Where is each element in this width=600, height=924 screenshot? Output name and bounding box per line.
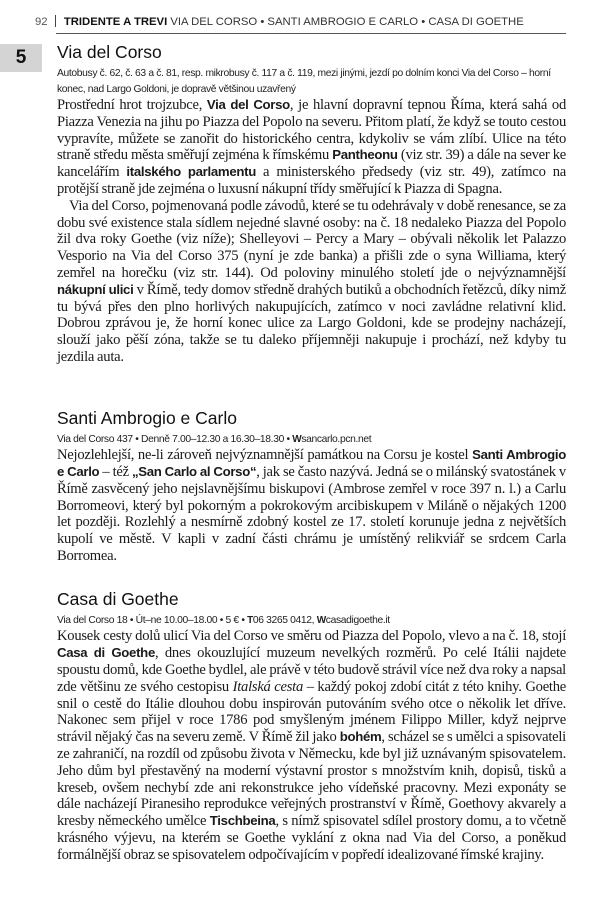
section-body-santi-ambrogio <box>57 447 566 565</box>
paragraph: Prostřední hrot trojzubce, Via del Corso, je hlavní dopravní tepnou Říma, která sahá od Piazza Venezia na jihu po Piazza del Popolo na severu. Přitom platí, že když se touto cestou vypravíte, můžete se zanořit do historického centra, kdykoliv se vám zlíbí. Ulice na této straně středu města směřují zejména k římskému Pantheonu (viz str. 39) a dále na sever ke kancelářím italského parlamentu a ministerského předsedy (viz str. 49), zatímco na protější straně jde zejména o luxusní nákupní třídy směřující k Piazza di Spagna. <box>57 97 566 197</box>
section-title-casa-di-goethe: Casa di Goethe <box>57 588 179 609</box>
header-divider <box>55 15 56 27</box>
phone-icon: T <box>247 614 253 626</box>
paragraph: Nejozlehlejší, ne-li zároveň nejvýznamnější památkou na Corsu je kostel Santi Ambrogio e Carlo – též „San Carlo al Corso“, jak se často nazývá. Jedná se o milánský svatostánek v Římě zasvěcený jeho nejslavnějšímu biskupovi (Ambrose zemřel v roce 397 n. l.) a Carlu Borromeovi, který byl pokorným a pokrokovým arcibiskupem v Miláně o nějakých 1200 let později. Rozlehlý a nesmírně zdobný kostel ze 17. století korunuje jedna z největších kupolí ve městě. V kapli v zadní části chrámu je umístěný relikviář se srdcem Carla Borromea. <box>57 447 567 565</box>
highlight-term: Via del Corso <box>206 97 290 112</box>
highlight-term: Santi Ambrogio e Carlo <box>57 447 567 480</box>
section-title-via-del-corso: Via del Corso <box>57 42 162 62</box>
paragraph: Kousek cesty dolů ulicí Via del Corso ve směru od Piazza del Popolo, vlevo a na č. 18, stojí Casa di Goethe, dnes okouzlující muzeum nevelkých rozměrů. Po celé Itálii najdete spoustu domů, kde Goethe bydlel, ale právě v této budově strávil více než dva roky a napsal zde většinu ze svého cestopisu Italská cesta – každý pokoj zdobí citát z této knihy. Goethe snil o cestě do Itálie dlouhou dobu inspirován putováním svého otce o několik let dříve. Nakonec sem přijel v roce 1786 pod smyšleným jménem Filippo Miller, když nejprve strávil nějaký čas na severu země. V Římě žil jako bohém, scházel se s umělci a spisovateli ze zahraničí, na rozdíl od způsobu života v Německu, kde byl již uznávaným spisovatelem. Jeho dům byl přestavěný na moderní výstavní prostor s množstvím knih, dopisů, tisků a kreseb, ovšem nechybí zde ani rekonstrukce jeho vídeňské pracovny. Mezi exponáty se dále nacházejí Piranesiho reprodukce veřejných prostranství v Římě, Goethovy akvarely a kresby německého umělce Tischbeina, s nímž spisovatel sdílel prostory domu, a to včetně krásného výjevu, na kterém se Goethe vyklání z okna nad Via del Corso, a poněkud formálnější obraz se spisovatelem odpočívajícím v popředí idealizované římské krajiny. <box>57 628 566 863</box>
page-number: 92 <box>35 16 48 28</box>
highlight-term: „San Carlo al Corso“ <box>131 464 257 480</box>
highlight-term: italského parlamentu <box>126 164 256 180</box>
section-info-santi-ambrogio: Via del Corso 437 • Denně 7.00–12.30 a 16.30–18.30 • Wsancarlo.pcn.net <box>57 433 372 445</box>
section-info-via-del-corso: Autobusy č. 62, č. 63 a č. 81, resp. mikrobusy č. 117 a č. 119, mezi jinými, jezdí po dolním konci Via del Corso – horní konec, nad Largo Goldoni, je dopravě většinou uzavřený <box>57 68 551 95</box>
website-link[interactable]: casadigoethe.it <box>325 614 390 626</box>
chapter-tab: 5 <box>0 44 42 72</box>
phone-number: 06 3265 0412 <box>252 614 312 626</box>
highlight-term: Pantheonu <box>332 147 398 163</box>
paragraph: Via del Corso, pojmenovaná podle závodů, které se tu odehrávaly v době renesance, se za dobu své existence stala sídlem nejedné slavné osoby: na č. 18 nedaleko Piazza del Popolo žil dva roky Goethe (viz níže); Shelleyovi – Percy a Mary – obývali několik let Palazzo Vesporio na Via del Corso 375 (nyní je zde banka) a přišli zde o syna Williama, který zemřel na horečku (viz str. 144). Od poloviny minulého století jde o nejvýznamnější nákupní ulici v Římě, tedy domov středně drahých butiků a obchodních řetězců, díky nimž tu bývá přes den plno horlivých nakupujících, zatímco v noci zavládne relativní klid. Dobrou zprávou je, že horní konec ulice za Largo Goldoni, kde se prodejny nacházejí, slouží jako pěší zóna, takže se tu daleko příjemněji nakupuje i prochází, než kdyby tu jezdila auta. <box>57 197 566 365</box>
highlight-term: nákupní ulici <box>57 281 134 297</box>
section-body-via-del-corso <box>57 97 566 366</box>
book-title: Italská cesta <box>232 678 304 695</box>
section-info-casa-di-goethe: Via del Corso 18 • Út–ne 10.00–18.00 • 5 € • T06 3265 0412, Wcasadigoethe.it <box>57 614 390 626</box>
page-content <box>57 40 566 863</box>
chapter-subtitle: VIA DEL CORSO • SANTI AMBROGIO E CARLO • CASA DI GOETHE <box>170 16 524 28</box>
highlight-term: Casa di Goethe <box>57 645 155 661</box>
web-icon: W <box>316 614 326 626</box>
running-head <box>35 14 565 30</box>
web-icon: W <box>292 433 302 445</box>
section-title-santi-ambrogio: Santi Ambrogio e Carlo <box>57 407 237 428</box>
header-rule <box>56 33 566 34</box>
website-link[interactable]: sancarlo.pcn.net <box>301 433 372 445</box>
highlight-term: Tischbeina <box>209 813 276 829</box>
chapter-title: TRIDENTE A TREVI <box>63 16 168 28</box>
highlight-term: bohém <box>339 729 382 745</box>
section-body-casa-di-goethe <box>57 628 566 863</box>
